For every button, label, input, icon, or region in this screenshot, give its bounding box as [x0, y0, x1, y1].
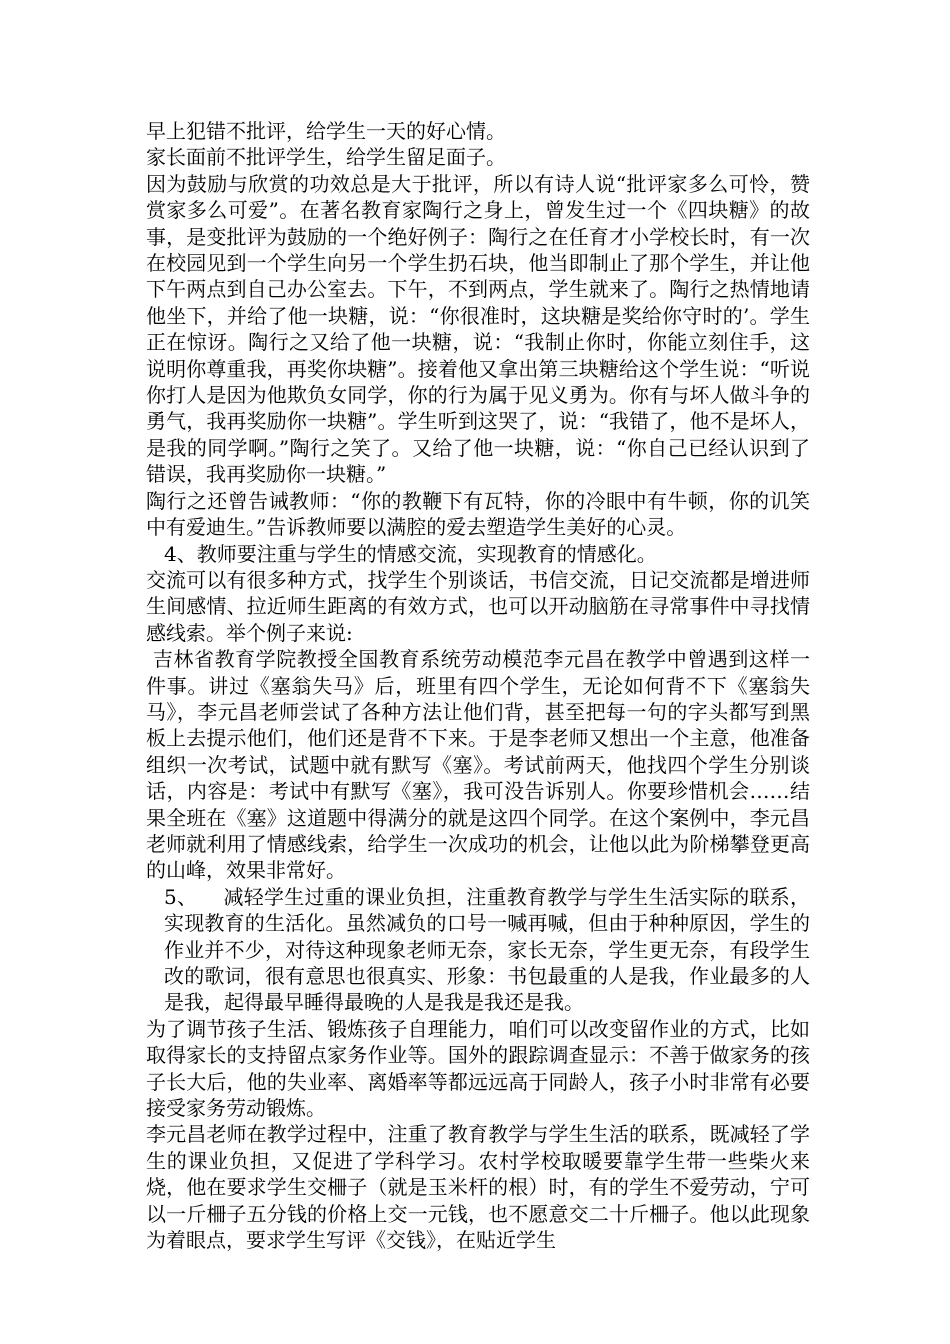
paragraph-four-candies-story: 因为鼓励与欣赏的功效总是大于批评，所以有诗人说“批评家多么可怜，赞赏家多么可爱”。在著名教育家陶行之身上，曾发生过一个《四块糖》的故事，是变批评为鼓励的一个绝好例子：陶行之在任育才小学校长时，有一次在校园见到一个学生向另一个学生扔石块，他当即制止了那个学生，并让他下午两点到自己办公室去。下午，不到两点，学生就来了。陶行之热情地请他坐下，并给了他一块糖，说：“你很准时，这块糖是奖给你守时的’。学生正在惊讶。陶行之又给了他一块糖，说：“我制止你时，你能立刻住手，这说明你尊重我，再奖你块糖”。接着他又拿出第三块糖给这个学生说：“听说你打人是因为他欺负女同学，你的行为属于见义勇为。你有与坏人做斗争的勇气，我再奖励你一块糖”。学生听到这哭了，说：“我错了，他不是坏人，是我的同学啊。”陶行之笑了。又给了他一块糖，说：“你自己已经认识到了错误，我再奖励你一块糖。”: [146, 171, 810, 487]
paragraph-tao-advice: 陶行之还曾告诫教师：“你的教鞭下有瓦特，你的冷眼中有牛顿，你的讥笑中有爱迪生。”告诉教师要以满腔的爱去塑造学生美好的心灵。: [146, 488, 810, 540]
paragraph-housework-homework: 为了调节孩子生活、锻炼孩子自理能力，咱们可以改变留作业的方式，比如取得家长的支持留点家务作业等。国外的跟踪调查显示：不善于做家务的孩子长大后，他的失业率、离婚率等都远远高于同龄人，孩子小时非常有必要接受家务劳动锻炼。: [146, 1016, 810, 1121]
paragraph-morning-no-criticism: 早上犯错不批评，给学生一天的好心情。: [146, 119, 506, 143]
paragraph-communication-methods: 交流可以有很多种方式，找学生个别谈话，书信交流，日记交流都是增进师生间感情、拉近师生距离的有效方式，也可以开动脑筋在寻常事件中寻找情感线索。举个例子来说:: [146, 567, 810, 645]
document-body: [146, 118, 810, 1253]
section-heading-5: 5、 减轻学生过重的课业负担，注重教育教学与学生生活实际的联系，实现教育的生活化。虽然减负的口号一喊再喊，但由于种种原因，学生的作业并不少，对待这种现象老师无奈，家长无奈，学生更无奈，有段学生改的歌词，很有意思也很真实、形象：书包最重的人是我，作业最多的人是我，起得最早睡得最晚的人是我是我还是我。: [164, 884, 810, 1015]
paragraph-li-yuanchang-example: 吉林省教育学院教授全国教育系统劳动模范李元昌在教学中曾遇到这样一件事。讲过《塞翁失马》后，班里有四个学生，无论如何背不下《塞翁失马》，李元昌老师尝试了各种方法让他们背，甚至把每一句的字头都写到黑板上去提示他们，他们还是背不下来。于是李老师又想出一个主意，他准备组织一次考试，试题中就有默写《塞》。考试前两天，他找四个学生分别谈话，内容是：考试中有默写《塞》，我可没告诉别人。你要珍惜机会……结果全班在《塞》这道题中得满分的就是这四个同学。在这个案例中，李元昌老师就利用了情感线索，给学生一次成功的机会，让他以此为阶梯攀登更高的山峰，效果非常好。: [146, 647, 811, 883]
paragraph-parents-face: 家长面前不批评学生，给学生留足面子。: [146, 145, 506, 170]
section-heading-4: 4、教师要注重与学生的情感交流，实现教育的情感化。: [164, 541, 657, 566]
paragraph-teaching-life-connection: 李元昌老师在教学过程中，注重了教育教学与学生生活的联系，既减轻了学生的课业负担，又促进了学科学习。农村学校取暖要靠学生带一些柴火来烧，他在要求学生交柵子（就是玉米杆的根）时，有的学生不爱劳动，宁可以一斤柵子五分钱的价格上交一元钱，也不愿意交二十斤柵子。他以此现象为着眼点，要求学生写评《交钱》，在贴近学生: [146, 1122, 810, 1253]
